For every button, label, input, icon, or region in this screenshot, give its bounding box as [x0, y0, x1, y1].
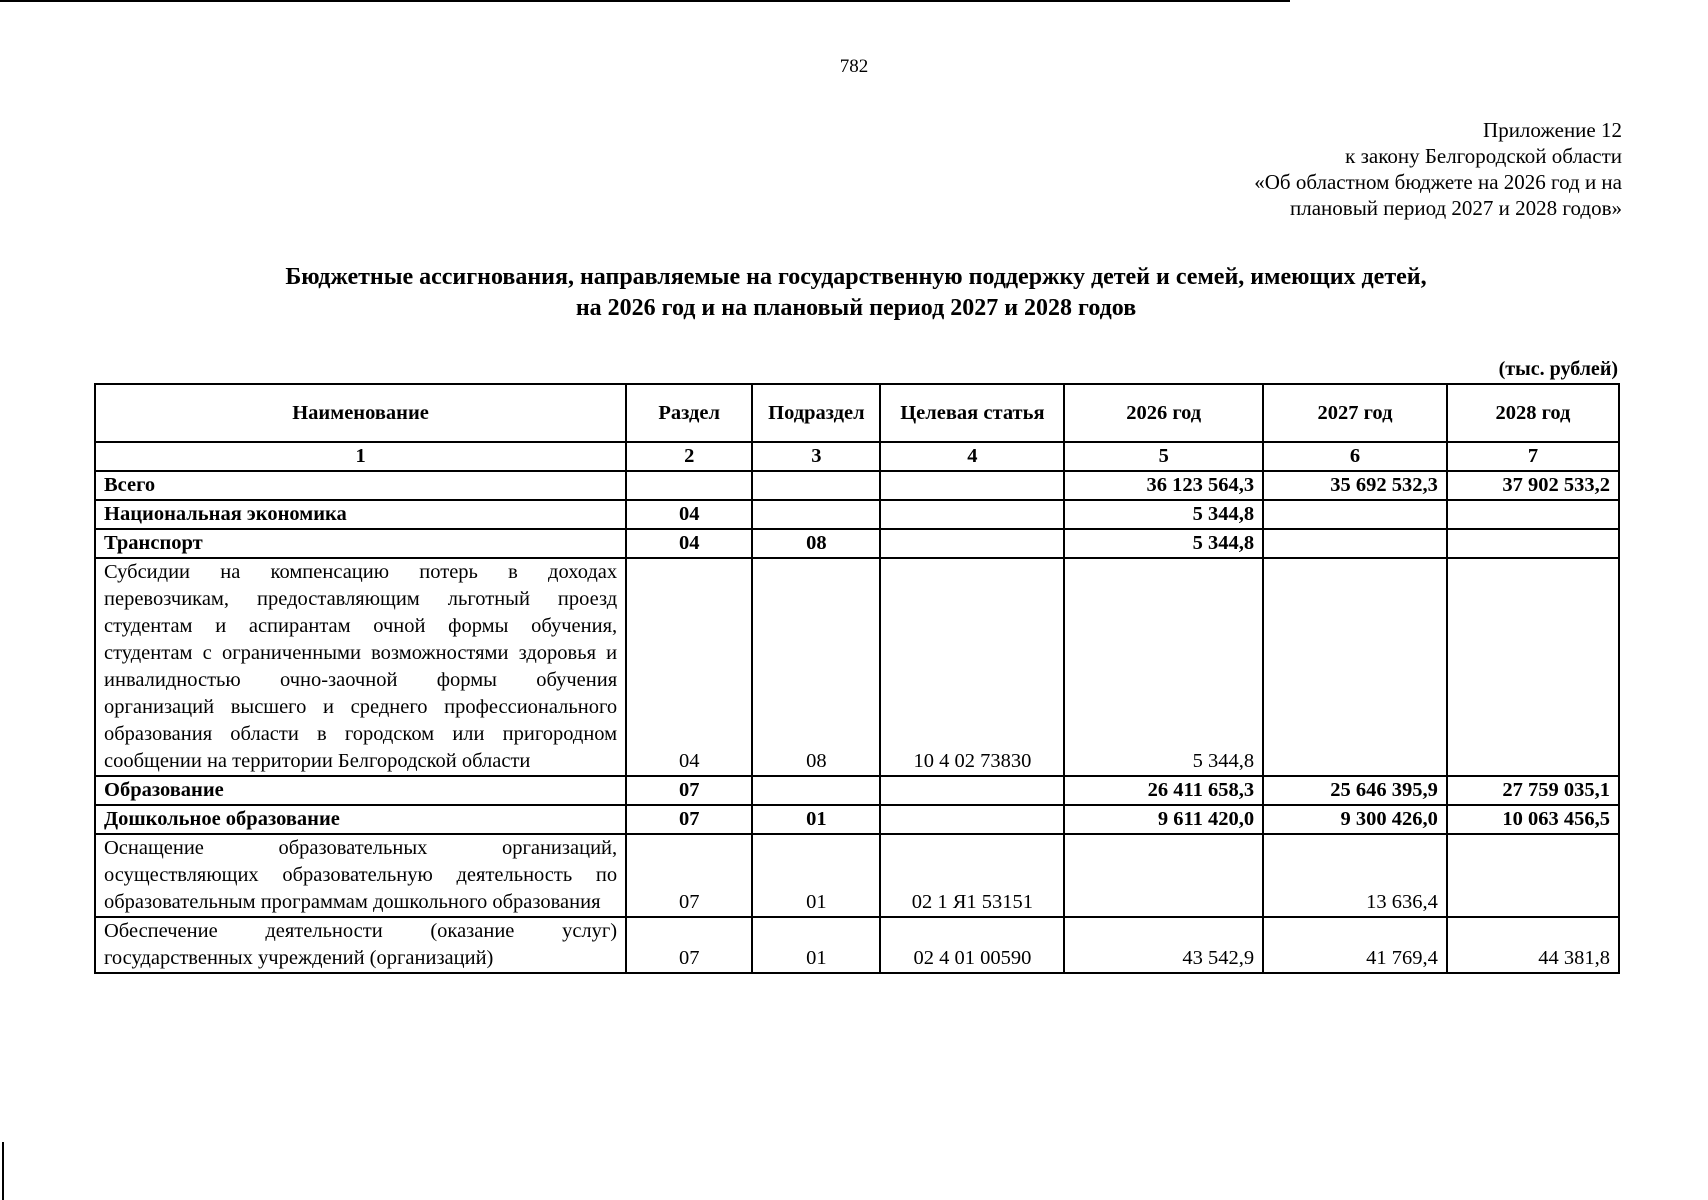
cell-2027: 41 769,4: [1263, 917, 1447, 973]
cell-razdel: 04: [626, 558, 752, 776]
cell-name: Обеспечение деятельности (оказание услуг) государственных учреждений (организаций): [95, 917, 626, 973]
cell-2028: 10 063 456,5: [1447, 805, 1619, 834]
header-row: [95, 384, 1619, 442]
cell-2026: 43 542,9: [1064, 917, 1263, 973]
appendix-line: к закону Белгородской области: [1345, 144, 1622, 168]
table-row: [95, 805, 1619, 834]
cell-name: Транспорт: [95, 529, 626, 558]
cell-2026: 5 344,8: [1064, 529, 1263, 558]
cell-article: [880, 529, 1064, 558]
header-2026: 2026 год: [1064, 384, 1263, 442]
cell-name: Оснащение образовательных организаций, осуществляющих образовательную деятельность по образовательным программам дошкольного образования: [95, 834, 626, 917]
units-label: (тыс. рублей): [1498, 358, 1618, 380]
cell-podrazdel: 08: [752, 558, 880, 776]
cell-2026: 36 123 564,3: [1064, 471, 1263, 500]
cell-2027: 25 646 395,9: [1263, 776, 1447, 805]
cell-podrazdel: 01: [752, 917, 880, 973]
cell-2028: 27 759 035,1: [1447, 776, 1619, 805]
table-row: [95, 776, 1619, 805]
top-border-line: [0, 0, 1290, 2]
cell-name: Национальная экономика: [95, 500, 626, 529]
cell-podrazdel: 08: [752, 529, 880, 558]
cell-2027: 13 636,4: [1263, 834, 1447, 917]
table-row: [95, 558, 1619, 776]
cell-2028: [1447, 529, 1619, 558]
cell-2027: [1263, 500, 1447, 529]
cell-2027: 9 300 426,0: [1263, 805, 1447, 834]
cell-name: Дошкольное образование: [95, 805, 626, 834]
cell-name: Всего: [95, 471, 626, 500]
table-row: [95, 529, 1619, 558]
cell-article: [880, 805, 1064, 834]
cell-name: Субсидии на компенсацию потерь в доходах перевозчикам, предоставляющим льготный проезд студентам и аспирантам очной формы обучения, студентам с ограниченными возможностями здоровья и инвалидностью очно-заочной формы обучения организаций высшего и среднего профессионального образования области в городском или пригородном сообщении на территории Белгородской области: [95, 558, 626, 776]
page-number: 782: [839, 56, 869, 77]
cell-2026: 5 344,8: [1064, 558, 1263, 776]
cell-razdel: 04: [626, 500, 752, 529]
cell-article: 10 4 02 73830: [880, 558, 1064, 776]
column-number: 6: [1263, 442, 1447, 471]
title-line-2: на 2026 год и на плановый период 2027 и 2028 годов: [575, 295, 1137, 321]
cell-2027: [1263, 558, 1447, 776]
cell-name: Образование: [95, 776, 626, 805]
cell-podrazdel: 01: [752, 834, 880, 917]
cell-2028: 37 902 533,2: [1447, 471, 1619, 500]
table-row: [95, 917, 1619, 973]
header-target-article: Целевая статья: [880, 384, 1064, 442]
cell-razdel: 04: [626, 529, 752, 558]
cell-2027: 35 692 532,3: [1263, 471, 1447, 500]
column-number: 1: [95, 442, 626, 471]
table-row-total: [95, 471, 1619, 500]
cell-2026: 26 411 658,3: [1064, 776, 1263, 805]
cell-2028: 44 381,8: [1447, 917, 1619, 973]
column-number: 2: [626, 442, 752, 471]
cell-article: [880, 500, 1064, 529]
column-number: 5: [1064, 442, 1263, 471]
header-2027: 2027 год: [1263, 384, 1447, 442]
cell-razdel: 07: [626, 834, 752, 917]
header-name: Наименование: [95, 384, 626, 442]
appendix-line: Приложение 12: [1483, 118, 1622, 142]
cell-article: 02 4 01 00590: [880, 917, 1064, 973]
document-title: [94, 262, 1618, 324]
cell-article: [880, 471, 1064, 500]
cell-razdel: 07: [626, 805, 752, 834]
title-line-1: Бюджетные ассигнования, направляемые на государственную поддержку детей и семей, имеющих детей,: [285, 264, 1427, 290]
header-razdel: Раздел: [626, 384, 752, 442]
cell-podrazdel: [752, 471, 880, 500]
appendix-block: [1254, 117, 1622, 221]
cell-2026: [1064, 834, 1263, 917]
cell-2026: 9 611 420,0: [1064, 805, 1263, 834]
cell-2026: 5 344,8: [1064, 500, 1263, 529]
cell-2028: [1447, 834, 1619, 917]
cell-razdel: 07: [626, 776, 752, 805]
table-row: [95, 500, 1619, 529]
budget-table: [94, 383, 1620, 974]
cell-2028: [1447, 500, 1619, 529]
cell-razdel: [626, 471, 752, 500]
cell-article: 02 1 Я1 53151: [880, 834, 1064, 917]
cell-podrazdel: [752, 500, 880, 529]
scan-edge-mark: [2, 1142, 4, 1200]
header-2028: 2028 год: [1447, 384, 1619, 442]
header-podrazdel: Подраздел: [752, 384, 880, 442]
appendix-line: «Об областном бюджете на 2026 год и на: [1254, 170, 1622, 194]
cell-podrazdel: [752, 776, 880, 805]
column-number: 7: [1447, 442, 1619, 471]
appendix-line: плановый период 2027 и 2028 годов»: [1290, 196, 1622, 220]
column-number: 3: [752, 442, 880, 471]
cell-2028: [1447, 558, 1619, 776]
column-number-row: [95, 442, 1619, 471]
table-row: [95, 834, 1619, 917]
cell-podrazdel: 01: [752, 805, 880, 834]
cell-article: [880, 776, 1064, 805]
cell-2027: [1263, 529, 1447, 558]
column-number: 4: [880, 442, 1064, 471]
cell-razdel: 07: [626, 917, 752, 973]
